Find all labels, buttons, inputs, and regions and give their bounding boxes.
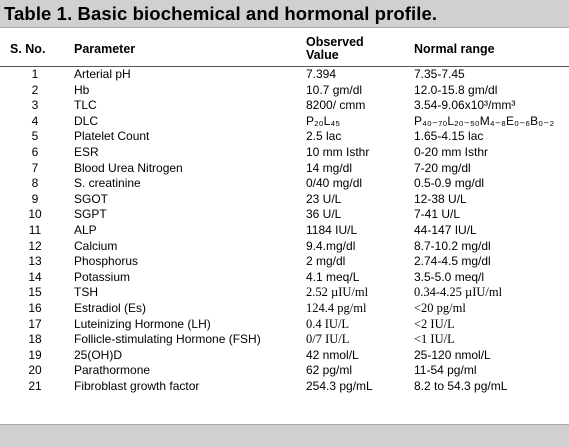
row-sno: 20 <box>28 363 42 378</box>
row-parameter: ALP <box>74 223 97 237</box>
row-parameter: S. creatinine <box>74 176 141 191</box>
row-parameter: Arterial pH <box>74 67 131 81</box>
row-parameter: Blood Urea Nitrogen <box>74 160 183 175</box>
row-normal: 3.54-9.06x10³/mm³ <box>414 98 516 113</box>
table-title: Table 1. Basic biochemical and hormonal profile. <box>4 3 438 24</box>
row-sno: 11 <box>28 223 42 237</box>
header-sno: S. No. <box>10 42 46 56</box>
table-row <box>0 364 569 377</box>
row-sno: 8 <box>31 176 39 191</box>
row-normal: 7.35-7.45 <box>414 67 465 81</box>
row-normal: 25-120 nmol/L <box>414 347 491 362</box>
row-normal: 0-20 mm Isthr <box>414 145 489 159</box>
table-title-bar <box>0 0 569 28</box>
row-normal: 8.7-10.2 mg/dl <box>414 238 491 253</box>
row-normal: <20 pg/ml <box>414 301 466 315</box>
row-sno: 13 <box>28 254 42 269</box>
row-normal: <1 IU/L <box>414 332 455 347</box>
table-row <box>0 208 569 221</box>
row-parameter: Potassium <box>74 269 131 284</box>
row-observed: 0/7 IU/L <box>306 332 350 347</box>
row-observed: 0.4 IU/L <box>306 316 350 331</box>
table-row <box>0 333 569 346</box>
row-observed: 62 pg/ml <box>306 363 353 378</box>
row-sno: 4 <box>31 113 39 128</box>
row-parameter: Follicle-stimulating Hormone (FSH) <box>74 332 261 347</box>
row-normal: 7-41 U/L <box>414 207 461 222</box>
row-observed: 4.1 meq/L <box>306 269 360 284</box>
header-observed: Observed Value <box>306 35 364 62</box>
table-row <box>0 349 569 362</box>
table-row <box>0 240 569 253</box>
table-row <box>0 162 569 175</box>
table-row <box>0 146 569 159</box>
row-observed: 14 mg/dl <box>306 160 353 175</box>
row-observed: 10 mm Isthr <box>306 145 370 159</box>
row-parameter: SGOT <box>74 191 109 206</box>
table-row <box>0 271 569 284</box>
row-observed: 2.52 µIU/ml <box>306 285 369 300</box>
table-row <box>0 193 569 206</box>
row-sno: 12 <box>28 238 42 253</box>
row-parameter: Phosphorus <box>74 254 139 269</box>
row-sno: 3 <box>31 98 39 113</box>
header-parameter: Parameter <box>74 42 136 56</box>
table-row <box>0 286 569 299</box>
row-observed: 8200/ cmm <box>306 98 366 113</box>
table-row <box>0 224 569 237</box>
row-sno: 19 <box>28 347 42 362</box>
row-observed: 0/40 mg/dl <box>306 176 363 191</box>
row-observed: 254.3 pg/mL <box>306 379 373 393</box>
row-sno: 7 <box>31 160 39 175</box>
row-normal: 0.5-0.9 mg/dl <box>414 176 485 191</box>
row-observed: 2 mg/dl <box>306 254 346 269</box>
row-observed: 23 U/L <box>306 191 342 206</box>
row-parameter: TLC <box>74 98 97 113</box>
row-normal: 3.5-5.0 meq/l <box>414 269 485 284</box>
table-row <box>0 302 569 315</box>
table-row <box>0 115 569 128</box>
row-parameter: Luteinizing Hormone (LH) <box>74 316 211 331</box>
row-sno: 17 <box>28 316 42 331</box>
row-observed: 9.4.mg/dl <box>306 238 356 253</box>
row-parameter: ESR <box>74 145 99 159</box>
table-row <box>0 130 569 143</box>
row-observed: 36 U/L <box>306 207 342 222</box>
table-row <box>0 177 569 190</box>
row-parameter: TSH <box>74 285 98 300</box>
row-parameter: Hb <box>74 82 90 97</box>
row-normal: P₄₀₋₇₀L₂₀₋₅₀M₄₋₈E₀₋₆B₀₋₂ <box>414 113 555 128</box>
row-sno: 18 <box>28 332 42 347</box>
table-row <box>0 380 569 393</box>
row-observed: 124.4 pg/ml <box>306 301 367 315</box>
row-normal: 12-38 U/L <box>414 191 467 206</box>
row-observed: 7.394 <box>306 67 337 81</box>
row-normal: 0.34-4.25 µIU/ml <box>414 285 503 300</box>
row-sno: 14 <box>28 269 42 284</box>
row-parameter: Parathormone <box>74 363 151 378</box>
row-sno: 16 <box>28 301 42 315</box>
row-parameter: DLC <box>74 113 99 128</box>
row-normal: 44-147 IU/L <box>414 223 477 237</box>
row-observed: 10.7 gm/dl <box>306 82 363 97</box>
row-parameter: Estradiol (Es) <box>74 301 147 315</box>
row-parameter: SGPT <box>74 207 107 222</box>
table-row <box>0 68 569 81</box>
row-observed: 1184 IU/L <box>306 223 358 237</box>
row-normal: 12.0-15.8 gm/dl <box>414 82 498 97</box>
table-row <box>0 318 569 331</box>
table-row <box>0 84 569 97</box>
row-parameter: 25(OH)D <box>74 347 123 362</box>
row-parameter: Calcium <box>74 238 118 253</box>
header-normal: Normal range <box>414 42 495 56</box>
row-sno: 2 <box>31 82 39 97</box>
row-normal: 11-54 pg/ml <box>414 363 477 378</box>
row-sno: 1 <box>31 67 39 81</box>
table-row <box>0 99 569 112</box>
row-observed: P₂₀L₄₅ <box>306 113 341 128</box>
row-normal: 2.74-4.5 mg/dl <box>414 254 491 269</box>
row-parameter: Fibroblast growth factor <box>74 379 200 393</box>
row-sno: 21 <box>28 379 42 393</box>
row-sno: 9 <box>31 191 39 206</box>
table-footer-bar <box>0 424 569 447</box>
row-sno: 5 <box>31 129 39 144</box>
row-sno: 10 <box>28 207 42 222</box>
row-sno: 15 <box>28 285 42 300</box>
row-normal: <2 IU/L <box>414 316 455 331</box>
row-observed: 42 nmol/L <box>306 347 359 362</box>
row-normal: 1.65-4.15 lac <box>414 129 484 144</box>
table-row <box>0 255 569 268</box>
row-sno: 6 <box>31 145 39 159</box>
row-normal: 7-20 mg/dl <box>414 160 471 175</box>
row-observed: 2.5 lac <box>306 129 342 144</box>
row-parameter: Platelet Count <box>74 129 150 144</box>
row-normal: 8.2 to 54.3 pg/mL <box>414 379 508 393</box>
